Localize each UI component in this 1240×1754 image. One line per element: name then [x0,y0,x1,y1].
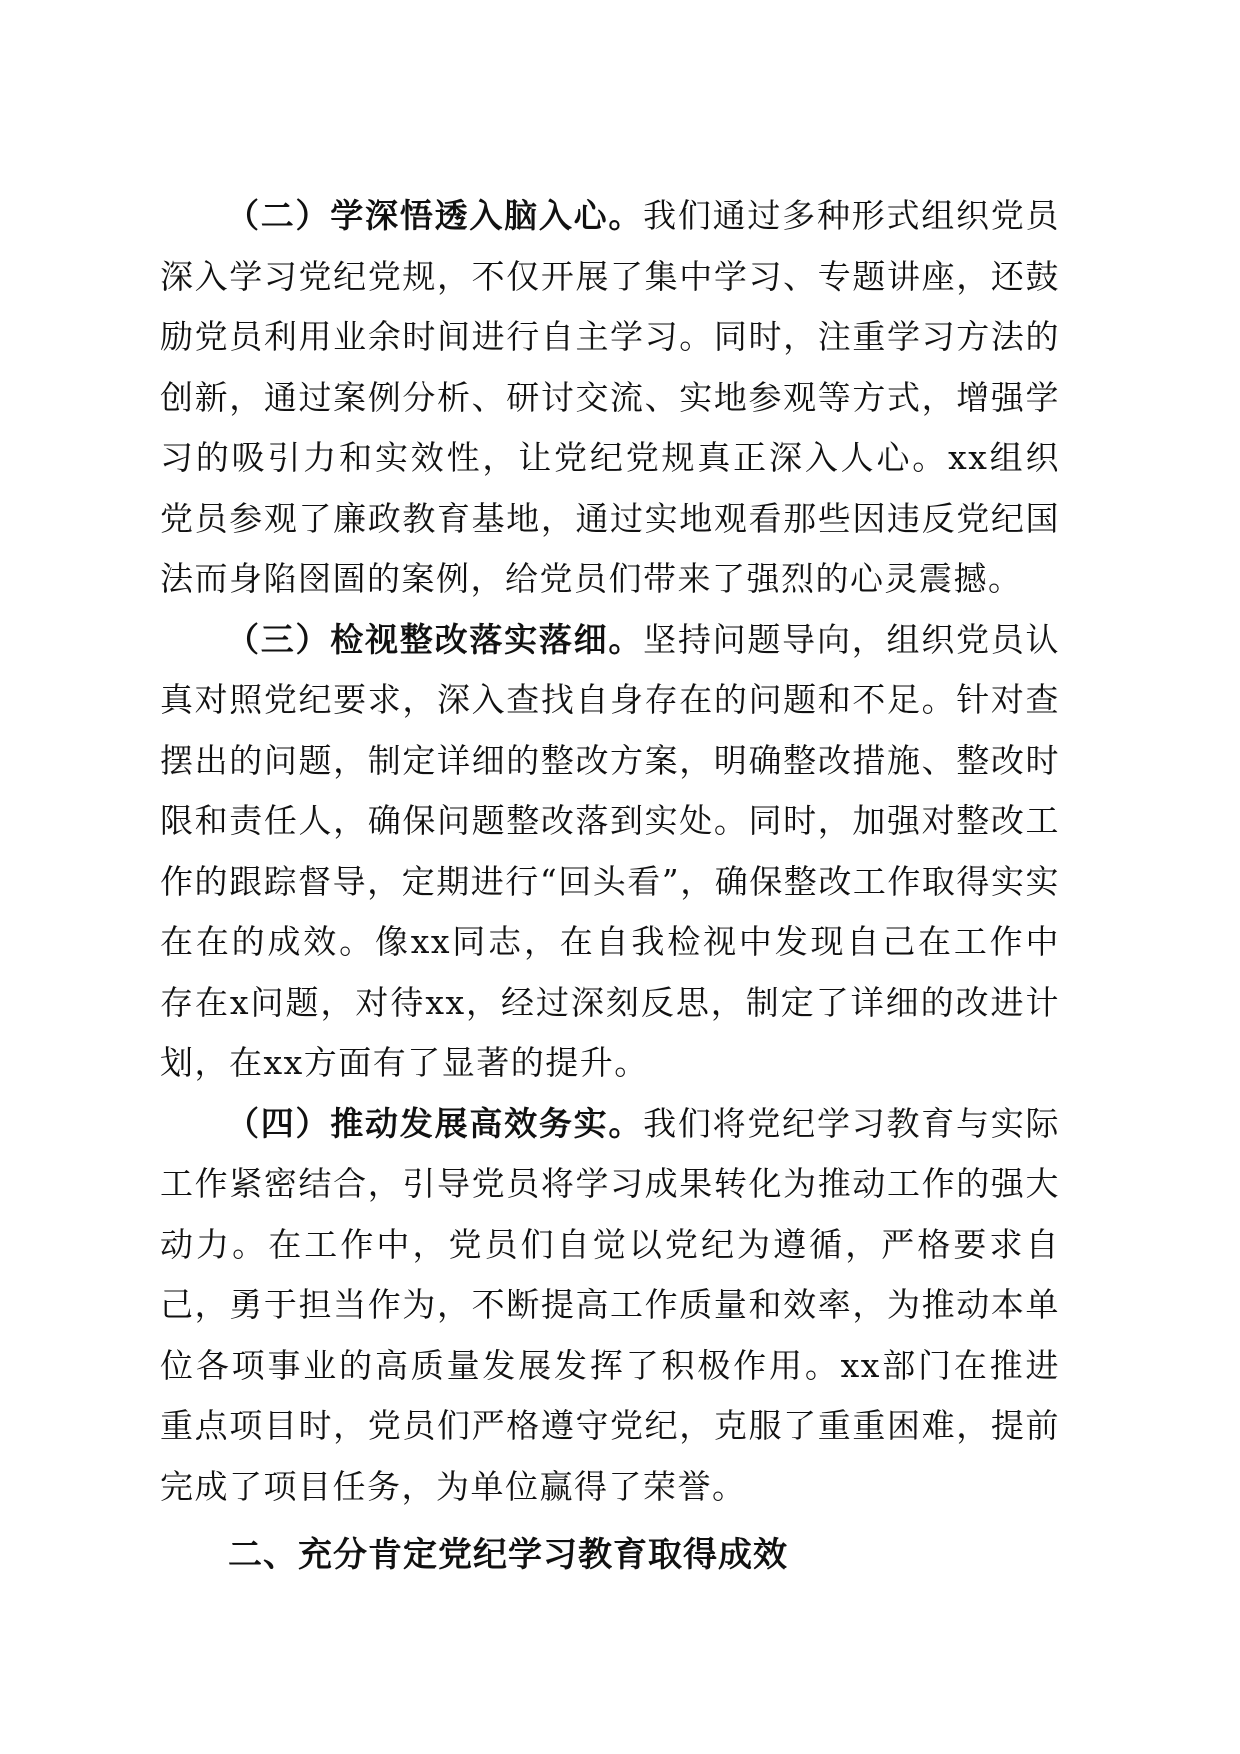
paragraph-development [160,1094,1060,1518]
paragraph-rectification [160,610,1060,1094]
paragraph-study [160,186,1060,610]
document-body [160,186,1060,1585]
paragraph-text: 我们将党纪学习教育与实际工作紧密结合，引导党员将学习成果转化为推动工作的强大动力。在工作中，党员们自觉以党纪为遵循，严格要求自己，勇于担当作为，不断提高工作质量和效率，为推动本单位各项事业的高质量发展发挥了积极作用。xx部门在推进重点项目时，党员们严格遵守党纪，克服了重重困难，提前完成了项目任务，为单位赢得了荣誉。 [160,1103,1061,1506]
section-heading: 二、充分肯定党纪学习教育取得成效 [228,1535,788,1575]
paragraph-heading: （四）推动发展高效务实。 [226,1103,644,1143]
paragraph-text: 坚持问题导向，组织党员认真对照党纪要求，深入查找自身存在的问题和不足。针对查摆出的问题，制定详细的整改方案，明确整改措施、整改时限和责任人，确保问题整改落到实处。同时，加强对整改工作的跟踪督导，定期进行“回头看”，确保整改工作取得实实在在的成效。像xx同志，在自我检视中发现自己在工作中存在x问题，对待xx，经过深刻反思，制定了详细的改进计划，在xx方面有了显著的提升。 [160,619,1061,1082]
paragraph-heading: （二）学深悟透入脑入心。 [226,196,644,235]
paragraph-text: 我们通过多种形式组织党员深入学习党纪党规，不仅开展了集中学习、专题讲座，还鼓励党员利用业余时间进行自主学习。同时，注重学习方法的创新，通过案例分析、研讨交流、实地参观等方式，增强学习的吸引力和实效性，让党纪党规真正深入人心。xx组织党员参观了廉政教育基地，通过实地观看那些因违反党纪国法而身陷囹圄的案例，给党员们带来了强烈的心灵震撼。 [160,196,1061,598]
paragraph-heading: （三）检视整改落实落细。 [226,619,644,659]
